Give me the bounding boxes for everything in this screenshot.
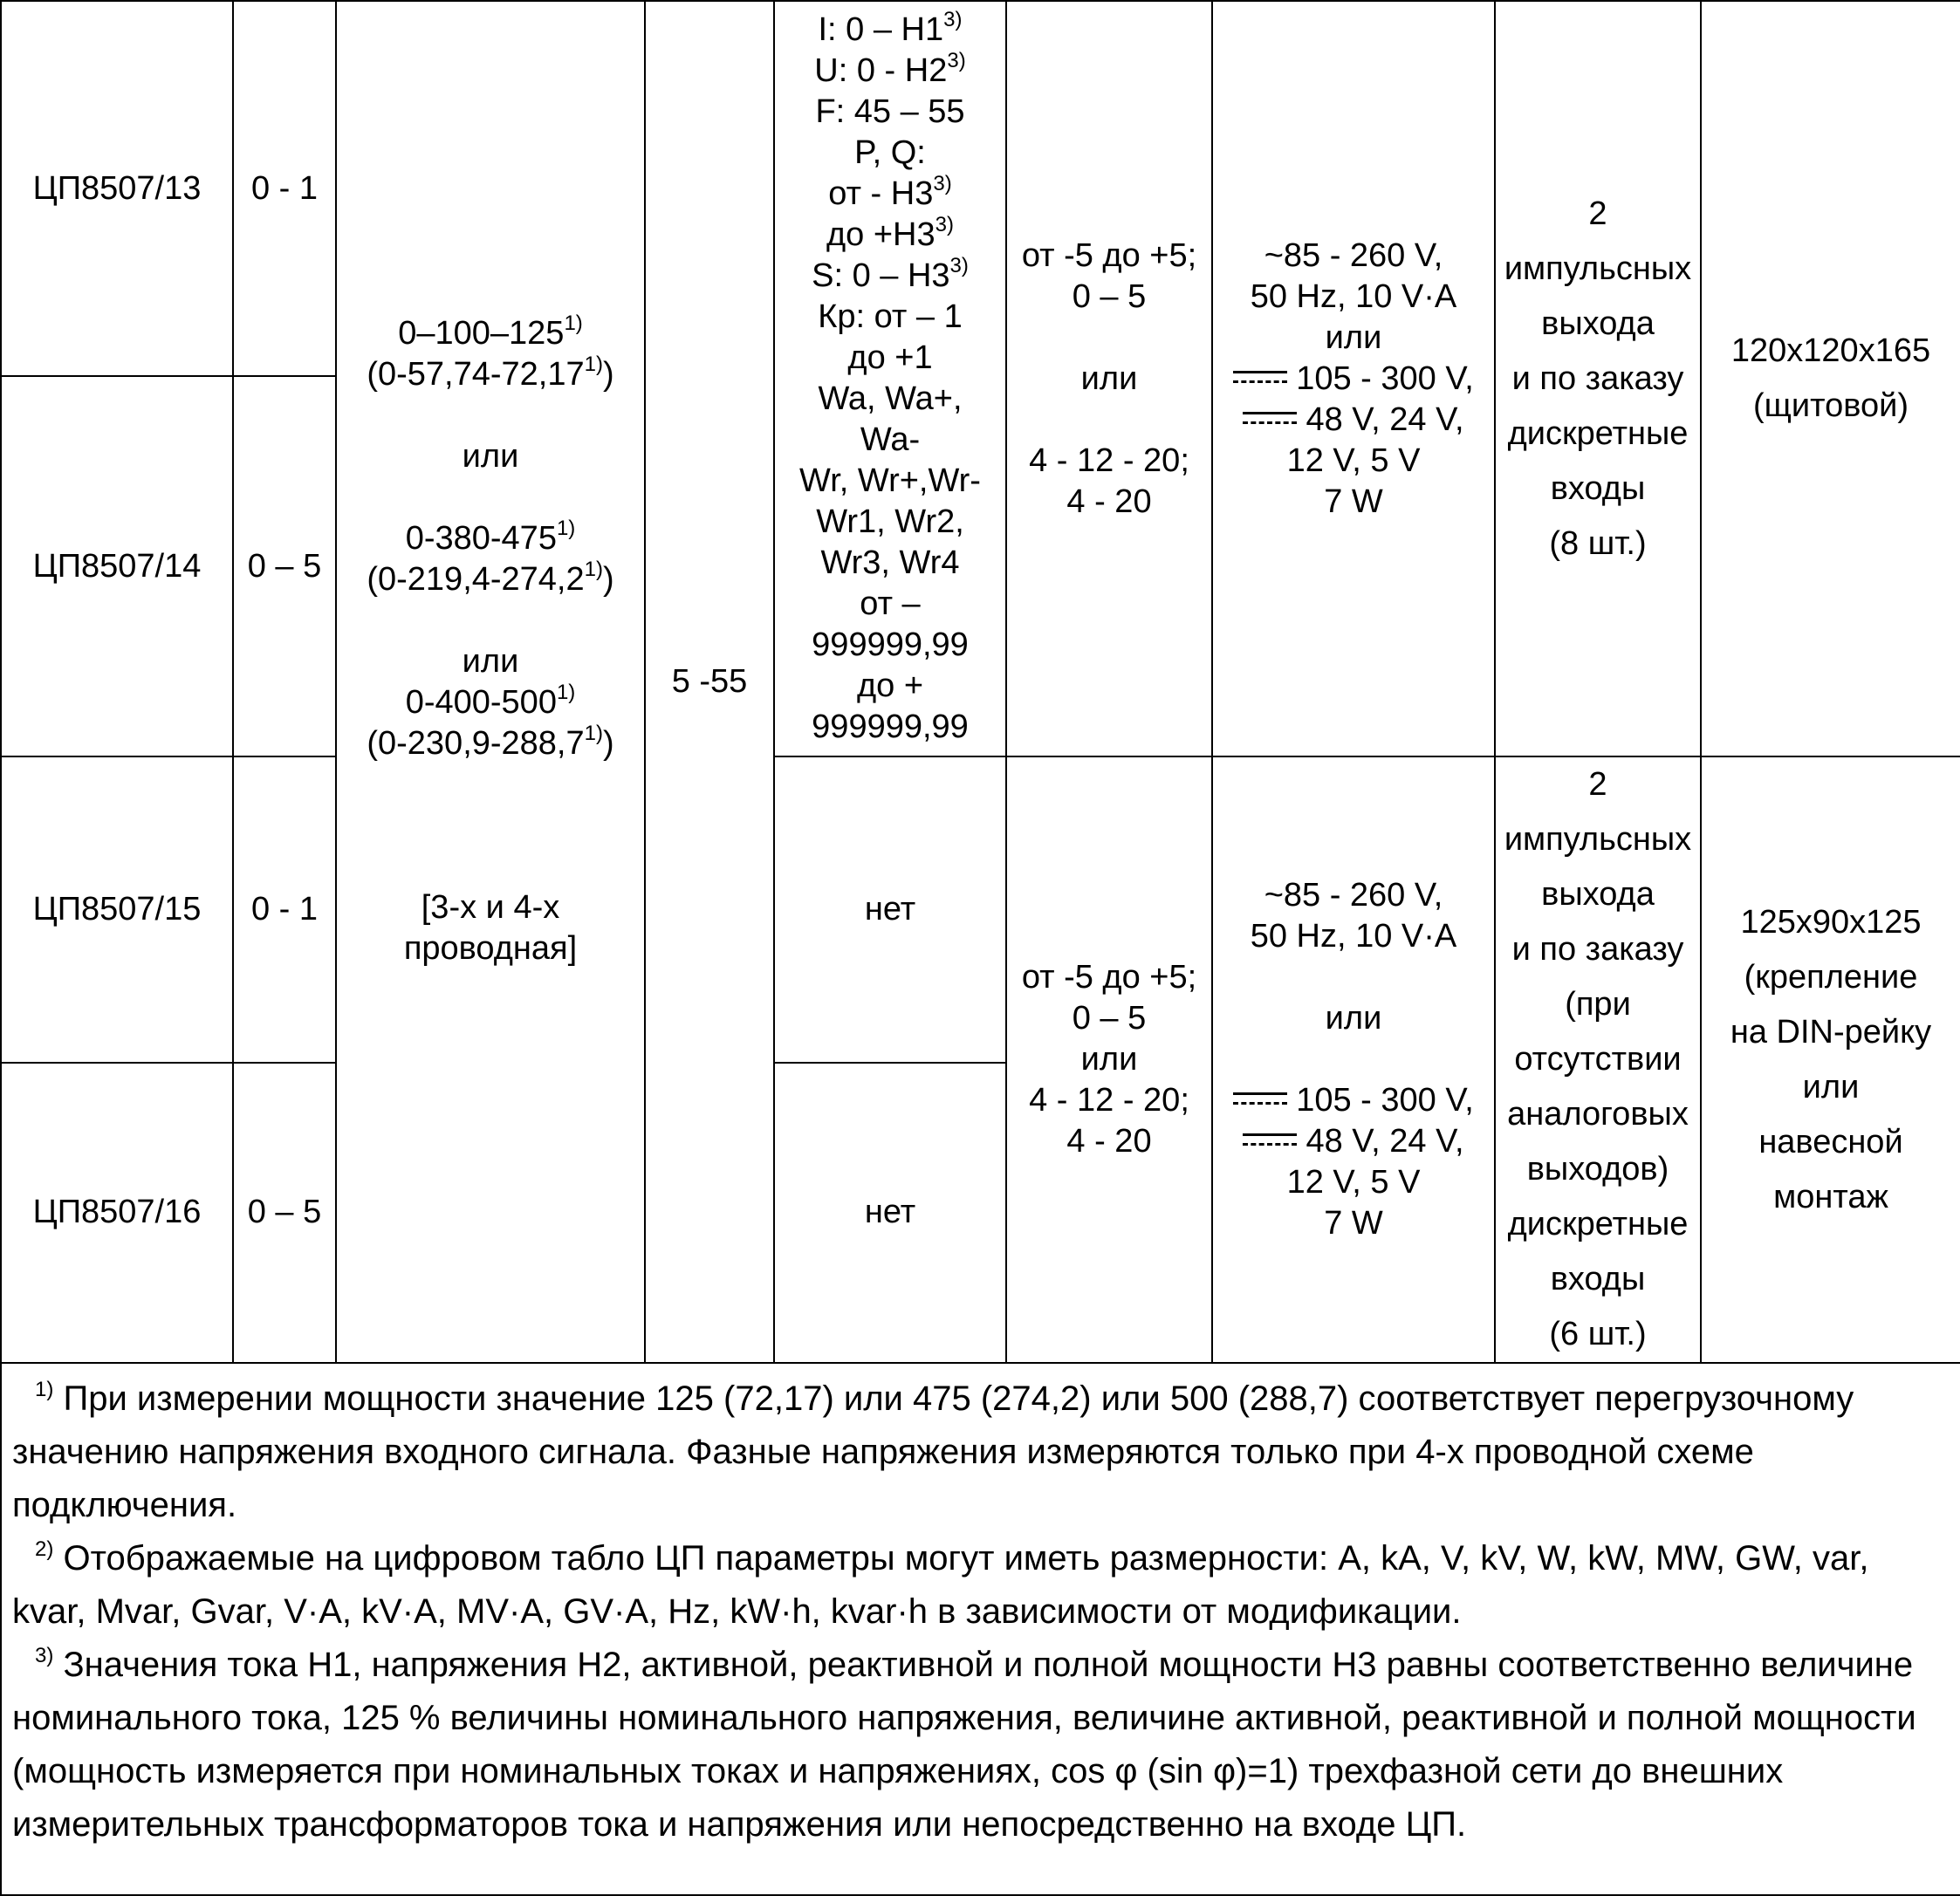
analog-output-cell: от -5 до +5; 0 – 5 или 4 - 12 - 20; 4 - 20 bbox=[1006, 756, 1212, 1363]
measured-ranges-cell: нет bbox=[774, 1063, 1006, 1363]
current-range-cell: 0 – 5 bbox=[233, 1063, 336, 1363]
digital-io-cell: 2 импульсных выхода и по заказу (при отсутствии аналоговых выходов) дискретные входы (6 шт.) bbox=[1495, 756, 1701, 1363]
model-cell: ЦП8507/13 bbox=[1, 1, 233, 376]
voltage-range-cell: 0–100–125$^{1)}$ (0-57,74-72,17$^{1)}$) или 0-380-475$^{1)}$ (0-219,4-274,2$^{1)}$) или 0-400-500$^{1)}$ (0-230,9-288,7$^{1)}$) [3-х и 4-х проводная] bbox=[336, 1, 645, 1363]
dc-symbol-icon bbox=[1233, 1092, 1287, 1111]
digital-io-cell: 2 импульсных выхода и по заказу дискретные входы (8 шт.) bbox=[1495, 1, 1701, 756]
measured-ranges-cell: I: 0 – Н1$^{3)}$ U: 0 - Н2$^{3)}$ F: 45 – 55 P, Q: от - Н3$^{3)}$ до $+Н3^{3)}$ S: 0 – Н3$^{3)}$ Кр: от – 1 до +1 Wa, Wa+, Wa- Wr, Wr+,Wr- Wr1, Wr2, Wr3, Wr4 от – 999999,99 до + 999999,99 bbox=[774, 1, 1006, 756]
dc-symbol-icon bbox=[1243, 412, 1297, 430]
footnote-1: $^{1)}$ При измерении мощности значение 125 (72,17) или 475 (274,2) или 500 (288,7) соответствует перегрузочному значению напряжения входного сигнала. Фазные напряжения измеряются только при 4-х проводной схеме подключения. bbox=[12, 1378, 1854, 1524]
model-cell: ЦП8507/15 bbox=[1, 756, 233, 1063]
measured-ranges-cell: нет bbox=[774, 756, 1006, 1063]
dc-symbol-icon bbox=[1233, 371, 1287, 389]
current-range-cell: 0 - 1 bbox=[233, 1, 336, 376]
footnote-2: $^{2)}$ Отображаемые на цифровом табло ЦП параметры могут иметь размерности: А, kA, V, kV, W, kW, MW, GW, var, kvar, Mvar, Gvar, V·A, kV·A, MV·A, GV·A, Hz, kW·h, kvar·h в зависимости от модификации. bbox=[12, 1537, 1869, 1631]
analog-output-cell: от -5 до +5; 0 – 5 или 4 - 12 - 20; 4 - 20 bbox=[1006, 1, 1212, 756]
frequency-cell: 5 -55 bbox=[645, 1, 774, 1363]
model-cell: ЦП8507/16 bbox=[1, 1063, 233, 1363]
model-cell: ЦП8507/14 bbox=[1, 376, 233, 756]
power-supply-cell: ~85 - 260 V, 50 Hz, 10 V·A или 105 - 300 V, 48 V, 24 V, 12 V, 5 V 7 W bbox=[1212, 756, 1495, 1363]
footnote-3: $^{3)}$ Значения тока Н1, напряжения Н2, активной, реактивной и полной мощности Н3 равны соответственно величине номинального тока, 125 % величины номинального напряжения, величине активной, реактивной и полной мощности (мощность измеряется при номинальных токах и напряжениях, cos φ (sin φ)=1) трехфазной сети до внешних измерительных трансформаторов тока и напряжения или непосредственно на входе ЦП. bbox=[12, 1644, 1916, 1844]
dimensions-cell: 120х120х165 (щитовой) bbox=[1701, 1, 1960, 756]
current-range-cell: 0 – 5 bbox=[233, 376, 336, 756]
current-range-cell: 0 - 1 bbox=[233, 756, 336, 1063]
dc-symbol-icon bbox=[1243, 1133, 1297, 1152]
footnotes bbox=[1, 1363, 1960, 1895]
power-supply-cell: ~85 - 260 V, 50 Hz, 10 V·A или 105 - 300 V, 48 V, 24 V, 12 V, 5 V 7 W bbox=[1212, 1, 1495, 756]
dimensions-cell: 125х90х125 (крепление на DIN-рейку или навесной монтаж bbox=[1701, 756, 1960, 1363]
